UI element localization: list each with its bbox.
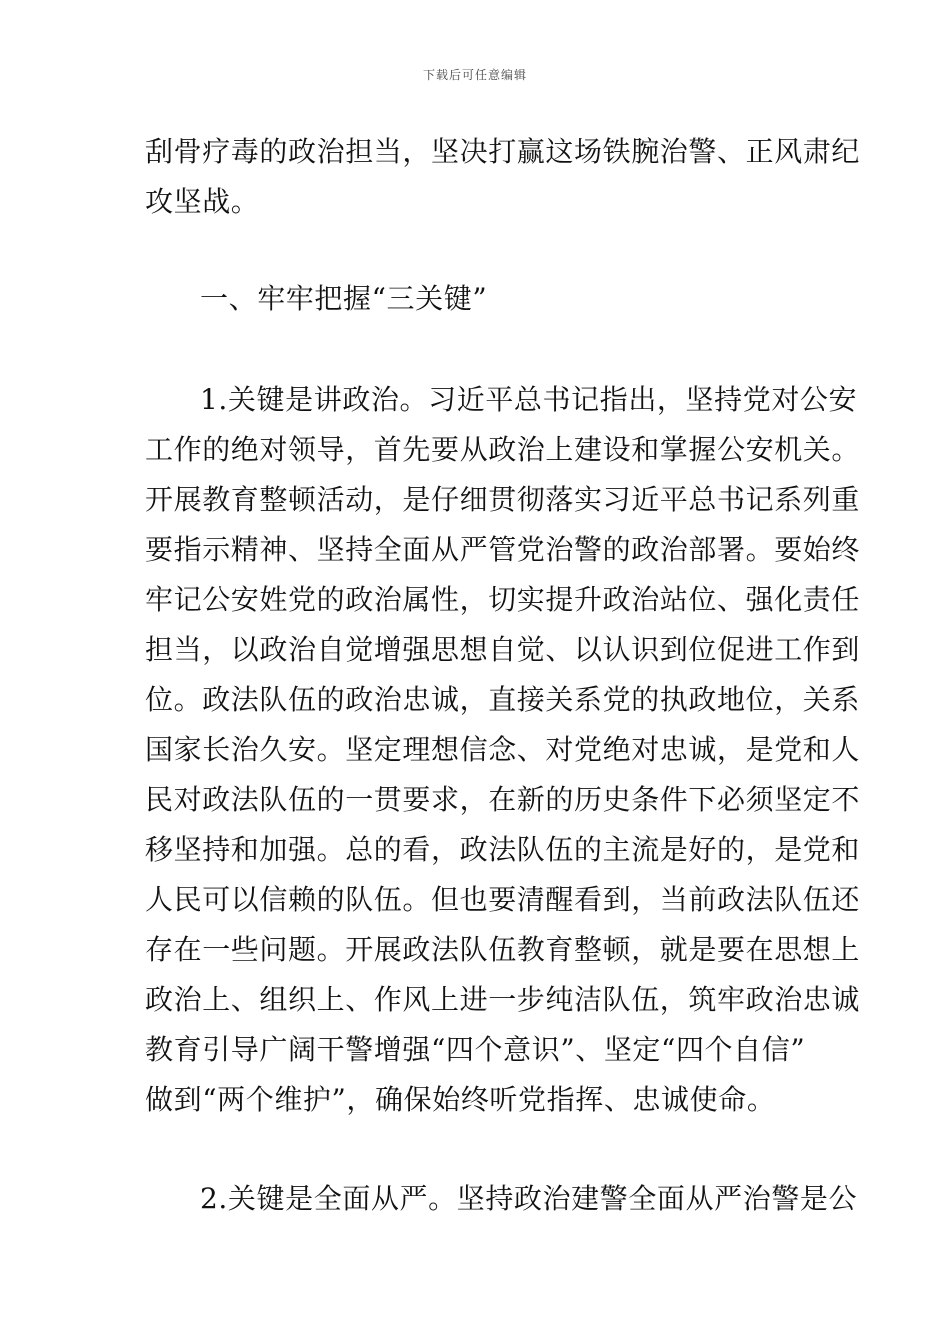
paragraph-first-line: 2.关键是全面从严。坚持政治建警全面从严治警是公 — [200, 1182, 858, 1215]
section-heading: 一、牢牢把握“三关键” — [200, 282, 488, 315]
body-line: 攻坚战。 — [145, 185, 260, 218]
body-line: 存在一些问题。开展政法队伍教育整顿，就是要在思想上 — [145, 933, 861, 966]
body-line: 要指示精神、坚持全面从严管党治警的政治部署。要始终 — [145, 533, 861, 566]
body-line: 教育引导广阔干警增强“四个意识”、坚定“四个自信” — [145, 1033, 806, 1066]
paragraph-first-line: 1.关键是讲政治。习近平总书记指出，坚持党对公安 — [200, 383, 858, 416]
body-line: 国家长治久安。坚定理想信念、对党绝对忠诚，是党和人 — [145, 733, 861, 766]
body-line: 位。政法队伍的政治忠诚，直接关系党的执政地位，关系 — [145, 683, 861, 716]
body-line: 民对政法队伍的一贯要求，在新的历史条件下必须坚定不 — [145, 783, 861, 816]
body-line: 人民可以信赖的队伍。但也要清醒看到，当前政法队伍还 — [145, 883, 861, 916]
body-line: 移坚持和加强。总的看，政法队伍的主流是好的，是党和 — [145, 833, 861, 866]
body-line: 担当，以政治自觉增强思想自觉、以认识到位促进工作到 — [145, 633, 861, 666]
body-line: 牢记公安姓党的政治属性，切实提升政治站位、强化责任 — [145, 583, 861, 616]
body-line: 开展教育整顿活动，是仔细贯彻落实习近平总书记系列重 — [145, 483, 861, 516]
body-line: 政治上、组织上、作风上进一步纯洁队伍，筑牢政治忠诚 — [145, 983, 861, 1016]
body-line: 刮骨疗毒的政治担当，坚决打赢这场铁腕治警、正风肃纪 — [145, 135, 861, 168]
body-line: 做到“两个维护”，确保始终听党指挥、忠诚使命。 — [145, 1083, 776, 1116]
header-note: 下载后可任意编辑 — [422, 68, 527, 82]
body-line: 工作的绝对领导，首先要从政治上建设和掌握公安机关。 — [145, 433, 861, 466]
